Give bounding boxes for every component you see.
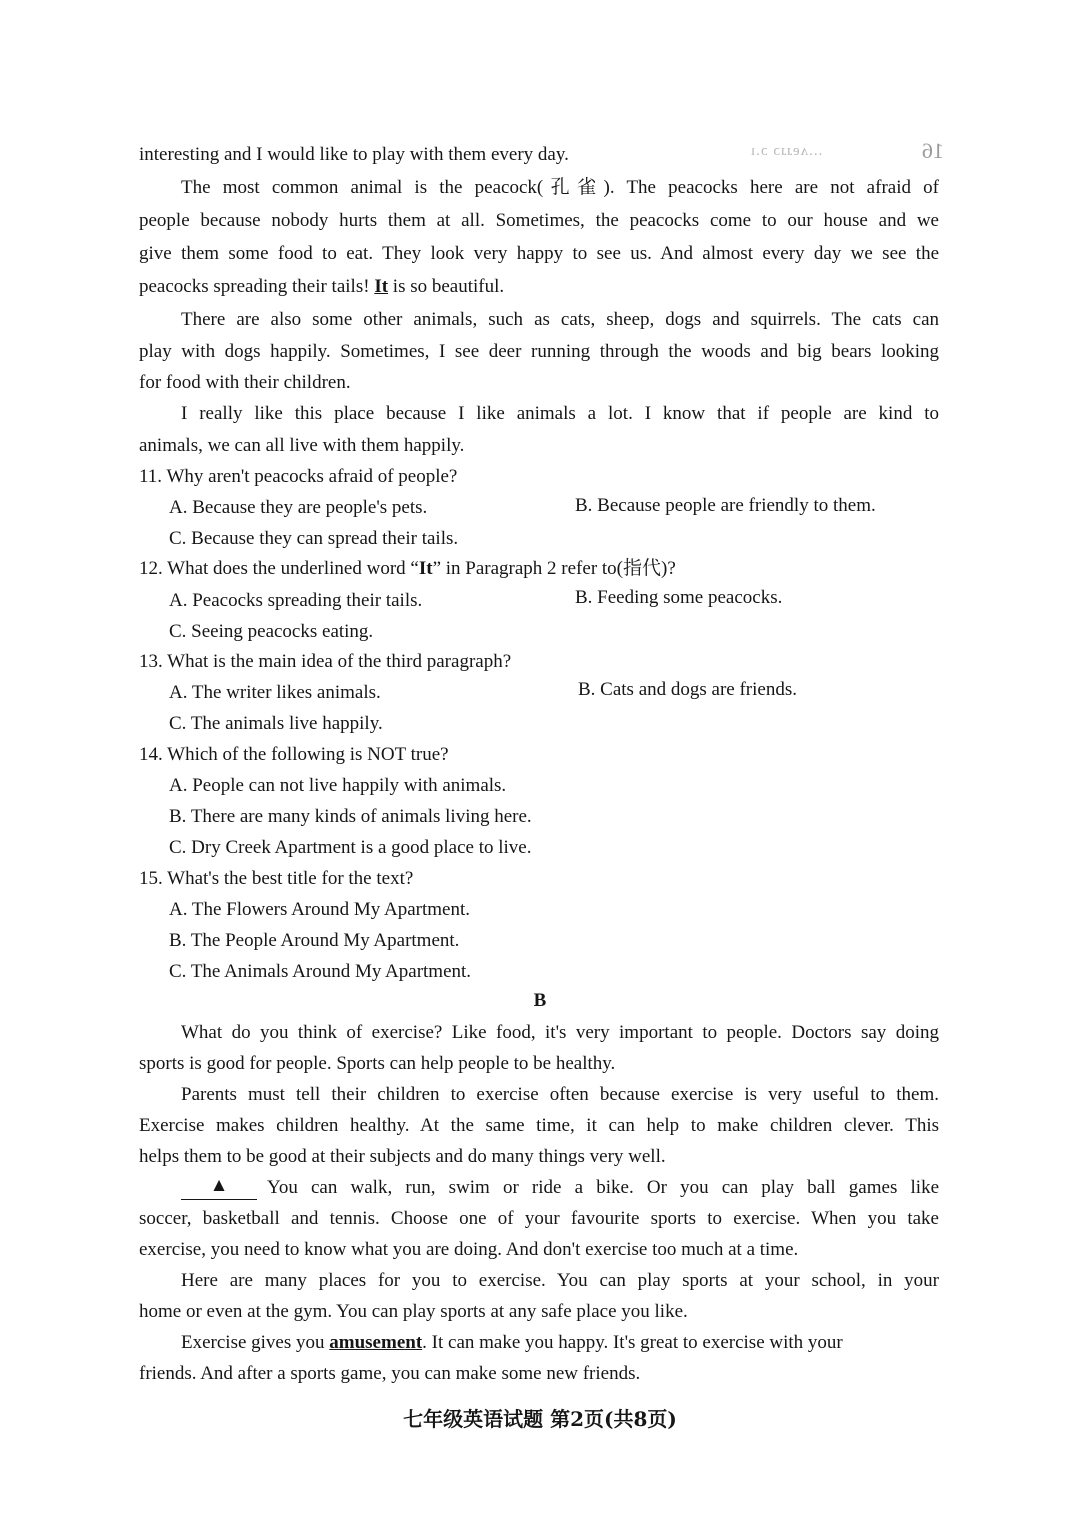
question-11-option-a: A. Because they are people's pets. xyxy=(169,497,428,518)
passage-a-p4-line: I really like this place because I like animals a lot. I know that if people are kind to xyxy=(181,403,939,424)
question-15-stem: 15. What's the best title for the text? xyxy=(139,868,414,889)
answer-blank: ▲ xyxy=(181,1176,257,1200)
passage-a-p4-line: animals, we can all live with them happily. xyxy=(139,435,465,456)
passage-b-p3-line: soccer, basketball and tennis. Choose one of your favourite sports to exercise. When you take xyxy=(139,1208,939,1229)
question-14-option-c: C. Dry Creek Apartment is a good place to live. xyxy=(169,837,532,858)
question-12-option-a: A. Peacocks spreading their tails. xyxy=(169,590,423,611)
passage-a-p3-line: play with dogs happily. Sometimes, I see deer running through the woods and big bears looking xyxy=(139,341,939,362)
question-11-option-c: C. Because they can spread their tails. xyxy=(169,528,459,549)
passage-b-p2-line: helps them to be good at their subjects and do many things very well. xyxy=(139,1146,666,1167)
question-15-option-a: A. The Flowers Around My Apartment. xyxy=(169,899,470,920)
passage-b-p4-line: home or even at the gym. You can play sports at any safe place you like. xyxy=(139,1301,688,1322)
page-footer: 七年级英语试题 第2页(共8页) xyxy=(403,1407,677,1431)
question-12-option-c: C. Seeing peacocks eating. xyxy=(169,621,374,642)
passage-b-p3-first-line xyxy=(181,1176,939,1200)
passage-a-p3-line: There are also some other animals, such as cats, sheep, dogs and squirrels. The cats can xyxy=(181,309,939,330)
question-12-option-b: B. Feeding some peacocks. xyxy=(575,587,783,608)
passage-b-p2-line: Parents must tell their children to exercise often because exercise is very useful to them. xyxy=(181,1084,939,1105)
passage-a-p3-line: for food with their children. xyxy=(139,372,351,393)
passage-b-p3-first-text: You can walk, run, swim or ride a bike. Or you can play ball games like xyxy=(267,1177,939,1198)
passage-b-label: B xyxy=(533,990,547,1011)
question-13-option-c: C. The animals live happily. xyxy=(169,713,383,734)
question-11-stem: 11. Why aren't peacocks afraid of people? xyxy=(139,466,458,487)
question-14-stem: 14. Which of the following is NOT true? xyxy=(139,744,449,765)
passage-a-p2-last-after: is so beautiful. xyxy=(392,276,505,297)
question-11-option-b: B. Because people are friendly to them. xyxy=(575,495,876,516)
question-15-option-b: B. The People Around My Apartment. xyxy=(169,930,460,951)
passage-a-p2-last-before: peacocks spreading their tails! xyxy=(139,276,370,297)
bleed-through-page-number: 16 xyxy=(922,138,944,163)
passage-a-p2-line: give them some food to eat. They look very happy to see us. And almost every day we see the xyxy=(139,243,939,264)
underlined-word-amusement: amusement xyxy=(329,1332,423,1353)
question-15-option-c: C. The Animals Around My Apartment. xyxy=(169,961,472,982)
bleed-through-text: ...ʌeɹɹɔ ɔ.ı xyxy=(750,143,823,159)
passage-a-p2-last-line xyxy=(139,275,504,299)
question-14-option-b: B. There are many kinds of animals living here. xyxy=(169,806,532,827)
passage-b-p4-line: Here are many places for you to exercise. You can play sports at your school, in your xyxy=(181,1270,939,1291)
passage-b-p5-line xyxy=(181,1331,843,1355)
question-12-stem-after: ” in Paragraph 2 refer to(指代)? xyxy=(432,558,676,579)
question-13-stem: 13. What is the main idea of the third paragraph? xyxy=(139,651,512,672)
passage-a-p2-line: The most common animal is the peacock(孔雀). The peacocks here are not afraid of xyxy=(181,177,939,198)
passage-b-p5-after: . It can make you happy. It's great to exercise with your xyxy=(422,1332,843,1353)
passage-a-p1-end: interesting and I would like to play with them every day. xyxy=(139,144,569,165)
passage-b-p1-line: What do you think of exercise? Like food, it's very important to people. Doctors say doing xyxy=(181,1022,939,1043)
passage-a-p2-line: people because nobody hurts them at all. Sometimes, the peacocks come to our house and we xyxy=(139,210,939,231)
underlined-word-it: It xyxy=(374,276,389,297)
question-12-stem-before: 12. What does the underlined word “ xyxy=(139,558,419,579)
question-12-stem-word: It xyxy=(418,558,433,579)
passage-b-p3-line: exercise, you need to know what you are doing. And don't exercise too much at a time. xyxy=(139,1239,799,1260)
question-13-option-b: B. Cats and dogs are friends. xyxy=(578,679,797,700)
passage-b-p5-before: Exercise gives you xyxy=(181,1332,325,1353)
question-14-option-a: A. People can not live happily with animals. xyxy=(169,775,507,796)
question-12-stem xyxy=(139,557,676,581)
passage-b-p2-line: Exercise makes children healthy. At the same time, it can help to make children clever. This xyxy=(139,1115,939,1136)
question-13-option-a: A. The writer likes animals. xyxy=(169,682,381,703)
passage-b-p5-last: friends. And after a sports game, you can make some new friends. xyxy=(139,1363,641,1384)
passage-b-p1-line: sports is good for people. Sports can help people to be healthy. xyxy=(139,1053,616,1074)
